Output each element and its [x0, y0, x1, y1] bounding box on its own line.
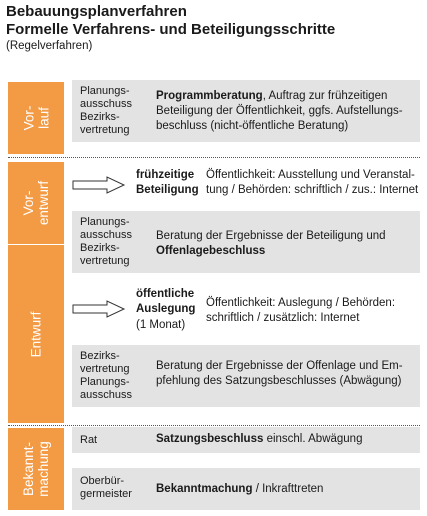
phase-vorentwurf-label: Vor- entwurf: [21, 180, 51, 226]
step-text: einschl. Abwägung: [263, 433, 363, 445]
phase-separator: [8, 157, 420, 158]
step-text: Beteiligung der Öffentlichkeit, ggfs. Aufstellungs- beschluss (nicht-öffentliche Beratung): [156, 105, 403, 132]
step-programmberatung: [72, 80, 420, 142]
diagram-heading: Formelle Verfahrens- und Beteiligungsschritte: [6, 21, 336, 38]
step-text: / Inkrafttreten: [252, 483, 324, 495]
step-description: Beratung der Ergebnisse der Offenlage und Em- pfehlung des Satzungsbeschlusses (Abwägung): [156, 360, 403, 387]
step-description: [156, 229, 386, 259]
diagram-title: Bebauungsplanverfahren: [6, 3, 187, 20]
step-satzungsbeschluss: [72, 427, 420, 453]
step-actor: Bezirks- vertretung Planungs- ausschuss: [80, 350, 132, 401]
step-description: [156, 89, 403, 134]
step-actor: Planungs- ausschuss Bezirks- vertretung: [80, 216, 132, 267]
step-text: Beratung der Ergebnisse der Beteiligung und: [156, 230, 386, 242]
step-description: [156, 432, 362, 447]
arrow-right-icon: [72, 176, 126, 194]
step-actor: Planungs- ausschuss Bezirks- vertretung: [80, 85, 132, 136]
step-offenlagebeschluss: [72, 211, 420, 273]
step-oeffentliche-auslegung-text: Öffentlichkeit: Auslegung / Behörden: schriftlich / zusätzlich: Internet: [206, 297, 396, 324]
step-description: [156, 482, 323, 497]
step-oeffentliche-auslegung-duration: (1 Monat): [136, 319, 186, 331]
step-text: , Auftrag zur frühzeitigen: [262, 90, 388, 102]
step-bekanntmachung: [72, 468, 420, 510]
phase-vorlauf: [8, 82, 64, 154]
phase-entwurf-label: Entwurf: [28, 311, 44, 357]
step-keyword: Satzungsbeschluss: [156, 433, 264, 445]
arrow-right-icon: [72, 300, 126, 318]
step-actor: Oberbür- germeister: [80, 475, 132, 500]
step-actor: Rat: [80, 434, 98, 446]
step-fruehzeitige-beteiligung-label: frühzeitige Beteiligung: [136, 169, 199, 196]
step-keyword: Bekanntmachung: [156, 483, 253, 495]
phase-separator: [8, 425, 420, 426]
phase-bekanntmachung: [8, 428, 64, 510]
step-keyword: Offenlagebeschluss: [156, 245, 266, 257]
step-keyword: Programmberatung: [156, 90, 263, 102]
step-fruehzeitige-beteiligung-text: Öffentlichkeit: Ausstellung und Veranstal- tung / Behörden: schriftlich / zus.: Internet: [206, 169, 419, 196]
phase-vorentwurf: [8, 162, 64, 244]
phase-bekanntmachung-label: Bekannt- machung: [20, 441, 51, 497]
diagram-subtitle: (Regelverfahren): [6, 40, 93, 52]
phase-entwurf: [8, 245, 64, 423]
step-oeffentliche-auslegung-label: öffentliche Auslegung: [136, 288, 196, 315]
step-abwaegung: [72, 345, 420, 407]
phase-vorlauf-label: Vor- lauf: [20, 105, 51, 131]
